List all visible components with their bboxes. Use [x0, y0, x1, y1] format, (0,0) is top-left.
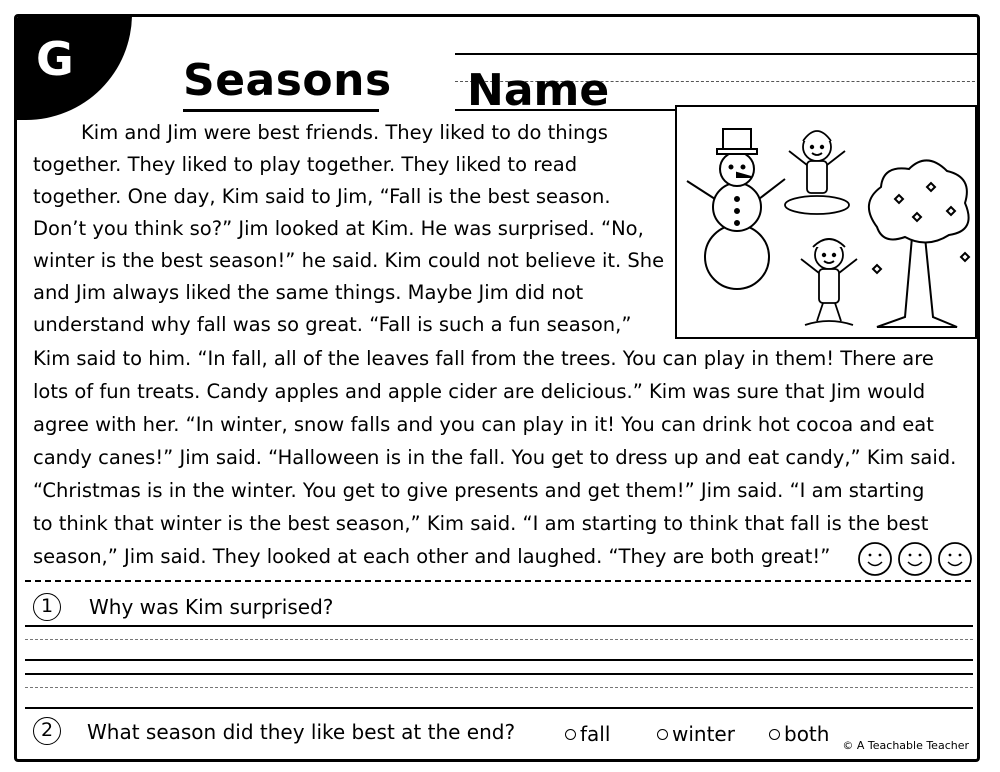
option-both[interactable] [769, 722, 829, 746]
option-label: both [784, 722, 830, 746]
passage-line: candy canes!” Jim said. “Halloween is in the fall. You get to dress up and eat candy,” Kim said. [33, 446, 957, 469]
autumn-tree-icon [869, 160, 969, 327]
passage-line: together. One day, Kim said to Jim, “Fall is the best season. [33, 185, 611, 208]
level-letter: G [36, 32, 74, 86]
smiley-face-icon[interactable] [857, 541, 893, 577]
copyright-notice: © A Teachable Teacher [842, 739, 969, 752]
worksheet-frame [14, 14, 980, 762]
smiley-face-icon[interactable] [897, 541, 933, 577]
snowman-icon [687, 129, 785, 289]
radio-bubble-icon[interactable] [657, 729, 668, 740]
passage-line: winter is the best season!” he said. Kim could not believe it. She [33, 249, 665, 272]
illustration-box [675, 105, 977, 339]
question-text: What season did they like best at the end? [87, 720, 516, 744]
section-divider [25, 580, 971, 582]
title-underline [183, 109, 379, 112]
passage-line: and Jim always liked the same things. Maybe Jim did not [33, 281, 584, 304]
writing-guide-line [25, 687, 973, 688]
child-in-snow-icon [785, 131, 849, 214]
passage-line: lots of fun treats. Candy apples and apple cider are delicious.” Kim was sure that Jim would [33, 380, 926, 403]
passage-line: Kim and Jim were best friends. They liked to do things [81, 121, 608, 144]
passage-line: season,” Jim said. They looked at each other and laughed. “They are both great!” [33, 545, 831, 568]
child-with-leaves-icon [801, 239, 857, 325]
option-label: winter [672, 722, 735, 746]
option-fall[interactable] [565, 722, 610, 746]
writing-line[interactable] [25, 673, 973, 675]
writing-guide-line [25, 639, 973, 640]
writing-line[interactable] [25, 625, 973, 627]
option-winter[interactable] [657, 722, 735, 746]
passage-line: agree with her. “In winter, snow falls and you can play in it! You can drink hot cocoa and eat [33, 413, 934, 436]
radio-bubble-icon[interactable] [769, 729, 780, 740]
level-badge [14, 14, 132, 120]
passage-line: together. They liked to play together. They liked to read [33, 153, 578, 176]
writing-line[interactable] [25, 659, 973, 661]
question-number: 2 [33, 717, 61, 745]
passage-line: Don’t you think so?” Jim looked at Kim. He was surprised. “No, [33, 217, 644, 240]
name-field[interactable] [455, 39, 980, 115]
smiley-face-icon[interactable] [937, 541, 973, 577]
writing-line[interactable] [25, 707, 973, 709]
passage-line: understand why fall was so great. “Fall is such a fun season,” [33, 313, 632, 336]
seasons-illustration [677, 107, 975, 337]
passage-line: to think that winter is the best season,” Kim said. “I am starting to think that fall is the best [33, 512, 929, 535]
name-top-line [455, 53, 980, 55]
passage-line: “Christmas is in the winter. You get to give presents and get them!” Jim said. “I am starting [33, 479, 925, 502]
option-label: fall [580, 722, 611, 746]
radio-bubble-icon[interactable] [565, 729, 576, 740]
name-label: Name [467, 65, 610, 116]
question-text: Why was Kim surprised? [89, 595, 334, 619]
passage-line: Kim said to him. “In fall, all of the leaves fall from the trees. You can play in them! There are [33, 347, 934, 370]
worksheet-title: Seasons [183, 55, 392, 106]
question-number: 1 [33, 593, 61, 621]
